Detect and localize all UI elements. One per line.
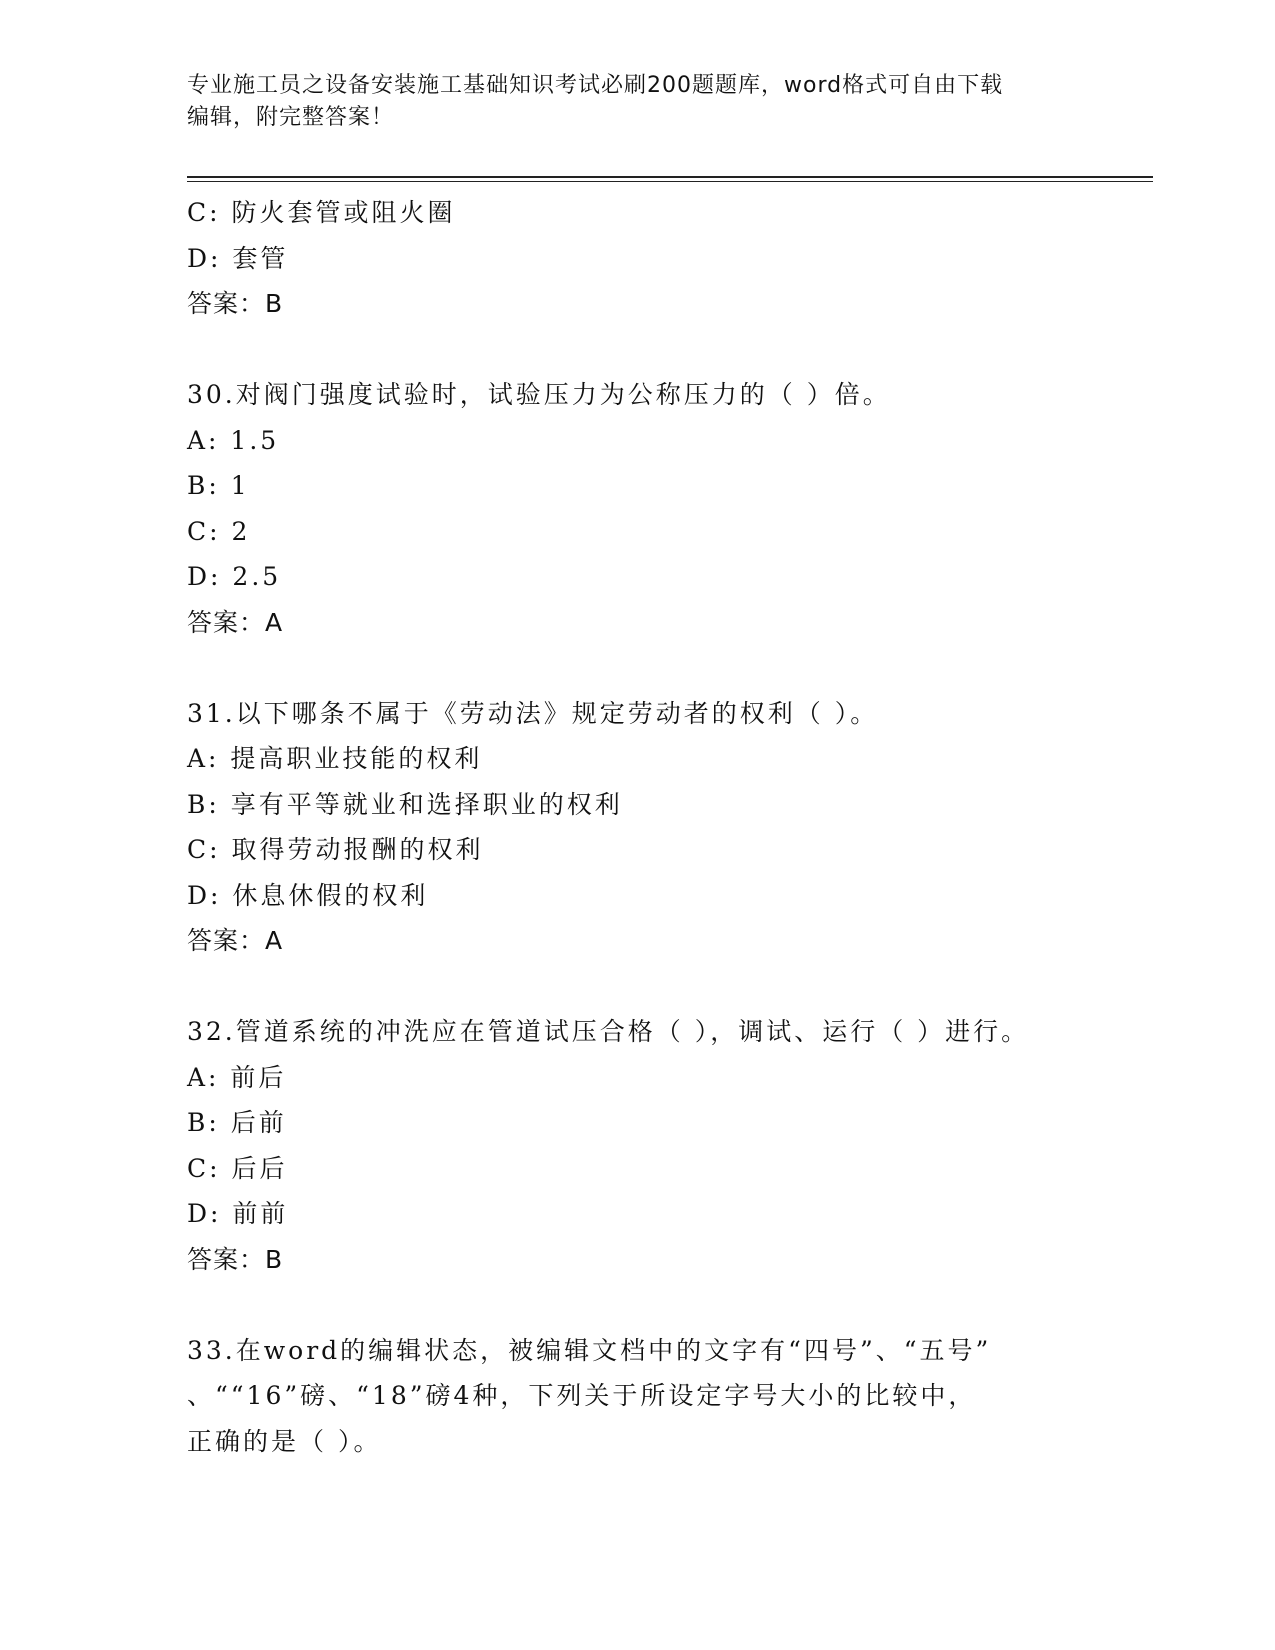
question-30 bbox=[187, 372, 1087, 645]
answer: 答案：A bbox=[187, 607, 284, 637]
option-b: B: 享有平等就业和选择职业的权利 bbox=[187, 789, 623, 819]
header-divider-thick bbox=[187, 176, 1153, 178]
question-text: 31.以下哪条不属于《劳动法》规定劳动者的权利（ ）。 bbox=[187, 698, 879, 728]
option-c: C: 后后 bbox=[187, 1153, 288, 1183]
header-divider-thin bbox=[187, 181, 1153, 182]
question-text: 30.对阀门强度试验时，试验压力为公称压力的（ ）倍。 bbox=[187, 380, 891, 409]
option-a: A: 1.5 bbox=[187, 425, 280, 455]
question-text-line-2: 、““16”磅、“18”磅4种，下列关于所设定字号大小的比较中， bbox=[187, 1381, 977, 1410]
option-d: D: 2.5 bbox=[187, 562, 282, 591]
document-header bbox=[187, 70, 1067, 134]
answer: 答案：B bbox=[187, 289, 284, 318]
option-b: B: 1 bbox=[187, 471, 250, 500]
option-a: A: 前后 bbox=[187, 1062, 287, 1092]
option-a: A: 提高职业技能的权利 bbox=[187, 744, 483, 773]
option-d: D: 套管 bbox=[187, 243, 289, 273]
question-33 bbox=[187, 1328, 1087, 1465]
question-partial bbox=[187, 190, 1087, 327]
question-text-line-1: 33.在word的编辑状态，被编辑文档中的文字有“四号”、“五号” bbox=[187, 1335, 992, 1365]
option-c: C: 取得劳动报酬的权利 bbox=[187, 835, 484, 864]
option-d: D: 前前 bbox=[187, 1199, 289, 1228]
question-text-line-3: 正确的是（ ）。 bbox=[187, 1426, 382, 1456]
option-d: D: 休息休假的权利 bbox=[187, 880, 429, 910]
question-list bbox=[187, 190, 1087, 1464]
header-line-1: 专业施工员之设备安装施工基础知识考试必刷200题题库，word格式可自由下载 bbox=[187, 73, 1004, 98]
question-text: 32.管道系统的冲洗应在管道试压合格（ ），调试、运行（ ）进行。 bbox=[187, 1017, 1030, 1046]
answer: 答案：B bbox=[187, 1244, 284, 1274]
question-32 bbox=[187, 1009, 1087, 1282]
answer: 答案：A bbox=[187, 926, 284, 955]
option-c: C: 防火套管或阻火圈 bbox=[187, 198, 456, 227]
header-line-2: 编辑，附完整答案！ bbox=[187, 105, 395, 130]
question-31 bbox=[187, 691, 1087, 964]
option-b: B: 后前 bbox=[187, 1108, 287, 1137]
option-c: C: 2 bbox=[187, 516, 251, 546]
